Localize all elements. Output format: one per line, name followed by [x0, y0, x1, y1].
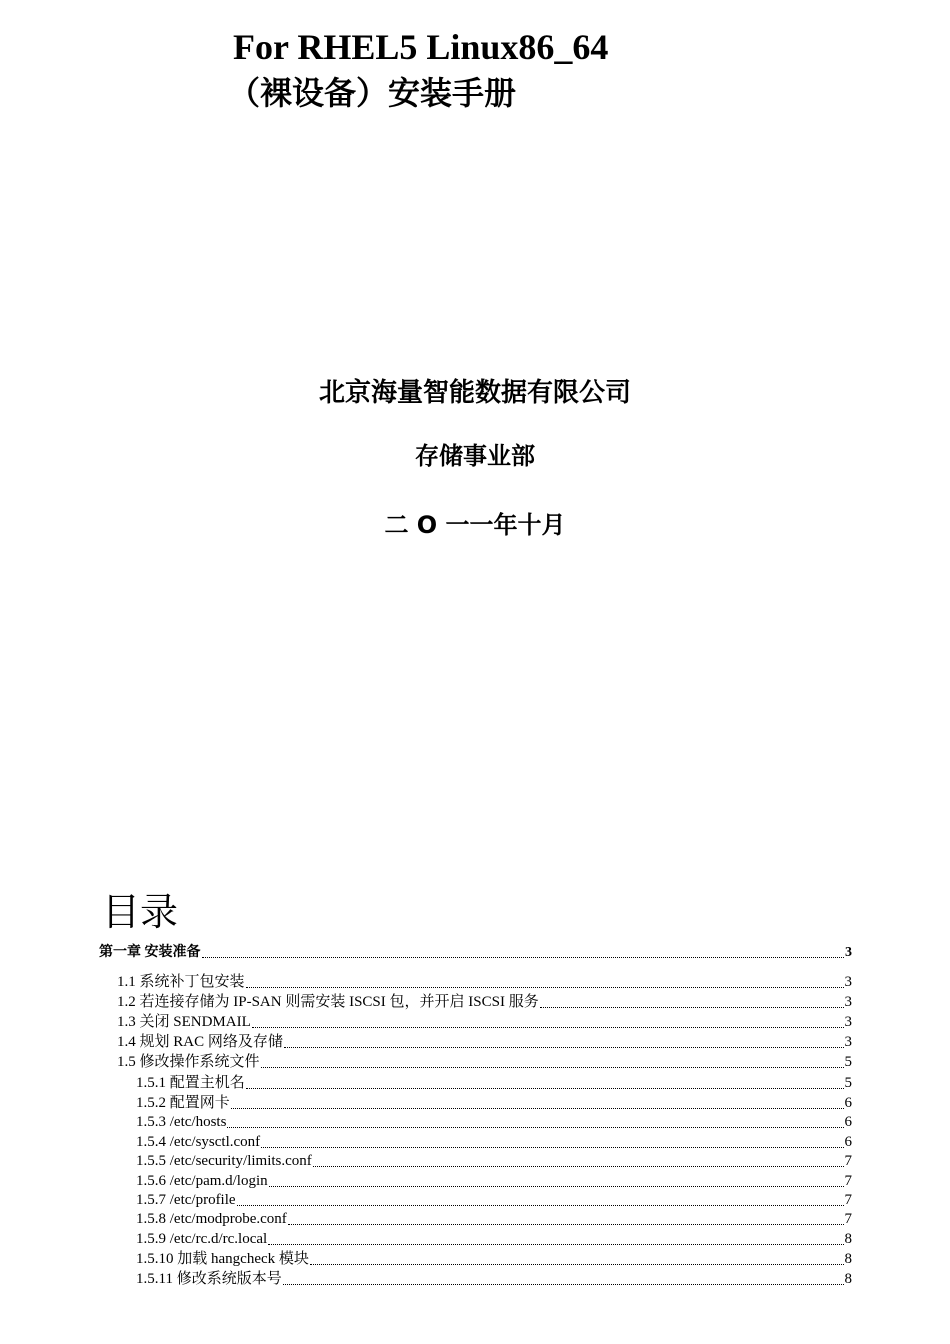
- toc-entry[interactable]: [136, 1113, 852, 1132]
- toc-page-number: 6: [844, 1095, 852, 1111]
- doc-title-line1: For RHEL5 Linux86_64: [233, 27, 609, 67]
- toc-heading: 目录: [102, 890, 179, 934]
- toc-entry-text: 第一章 安装准备: [99, 945, 201, 960]
- toc-page-number: 6: [844, 1114, 852, 1130]
- toc-entry[interactable]: [136, 1133, 852, 1152]
- toc-entry[interactable]: [117, 973, 852, 992]
- toc-dot-leader: [288, 1224, 844, 1225]
- toc-dot-leader: [310, 1264, 844, 1265]
- toc-page-number: 7: [844, 1211, 852, 1227]
- doc-title-line2: （裸设备）安装手册: [228, 74, 517, 112]
- publish-date: 二 O 一一年十月: [384, 511, 566, 539]
- toc-entry-text: 1.3 关闭 SENDMAIL: [117, 1014, 251, 1030]
- toc-entry-text: 1.5 修改操作系统文件: [117, 1054, 260, 1070]
- toc-entry[interactable]: [136, 1191, 852, 1210]
- toc-page-number: 8: [844, 1251, 852, 1267]
- toc-page-number: 3: [845, 945, 852, 960]
- toc-entry[interactable]: [117, 1053, 852, 1072]
- toc-dot-leader: [252, 1027, 844, 1028]
- toc-entry[interactable]: [117, 1033, 852, 1052]
- toc-page-number: 5: [844, 1054, 852, 1070]
- toc-page-number: 5: [844, 1075, 852, 1091]
- toc-page-number: 7: [844, 1173, 852, 1189]
- toc-dot-leader: [202, 957, 845, 958]
- toc-dot-leader: [283, 1284, 844, 1285]
- toc-entry[interactable]: [136, 1250, 852, 1269]
- toc-entry-text: 1.5.2 配置网卡: [136, 1095, 230, 1111]
- toc-entry[interactable]: [136, 1230, 852, 1249]
- toc-entry[interactable]: [99, 943, 852, 962]
- toc-dot-leader: [231, 1108, 844, 1109]
- toc-dot-leader: [261, 1067, 844, 1068]
- toc-entry-text: 1.4 规划 RAC 网络及存储: [117, 1034, 283, 1050]
- toc-page-number: 3: [844, 974, 852, 990]
- toc-entry-text: 1.1 系统补丁包安装: [117, 974, 245, 990]
- toc-dot-leader: [246, 987, 844, 988]
- toc-dot-leader: [261, 1147, 843, 1148]
- toc-entry-text: 1.5.10 加载 hangcheck 模块: [136, 1251, 309, 1267]
- toc-entry-text: 1.5.9 /etc/rc.d/rc.local: [136, 1231, 268, 1247]
- toc-entry-text: 1.5.3 /etc/hosts: [136, 1114, 227, 1130]
- toc-entry[interactable]: [117, 1013, 852, 1032]
- toc-entry-text: 1.2 若连接存储为 IP-SAN 则需安装 ISCSI 包，并开启 ISCSI 服务: [117, 994, 539, 1010]
- toc-page-number: 3: [844, 994, 852, 1010]
- toc-page-number: 7: [844, 1153, 852, 1169]
- toc-entry[interactable]: [136, 1270, 852, 1289]
- toc-entry-text: 1.5.4 /etc/sysctl.conf: [136, 1134, 261, 1150]
- toc-dot-leader: [227, 1127, 843, 1128]
- toc-dot-leader: [284, 1047, 844, 1048]
- toc-dot-leader: [246, 1088, 844, 1089]
- toc-entry-text: 1.5.1 配置主机名: [136, 1075, 245, 1091]
- toc-entry[interactable]: [136, 1210, 852, 1229]
- toc-page-number: 3: [844, 1014, 852, 1030]
- toc-dot-leader: [540, 1007, 844, 1008]
- toc-page-number: 6: [844, 1134, 852, 1150]
- toc-entry-text: 1.5.6 /etc/pam.d/login: [136, 1173, 268, 1189]
- toc-dot-leader: [237, 1205, 844, 1206]
- toc-entry-text: 1.5.7 /etc/profile: [136, 1192, 236, 1208]
- toc-entry[interactable]: [136, 1074, 852, 1093]
- toc-page-number: 8: [844, 1271, 852, 1287]
- toc-dot-leader: [313, 1166, 844, 1167]
- toc-page-number: 8: [844, 1231, 852, 1247]
- toc-entry-text: 1.5.11 修改系统版本号: [136, 1271, 282, 1287]
- toc-dot-leader: [269, 1186, 844, 1187]
- company-name: 北京海量智能数据有限公司: [318, 378, 631, 408]
- department-name: 存储事业部: [415, 442, 535, 470]
- toc-entry[interactable]: [117, 993, 852, 1012]
- toc-entry[interactable]: [136, 1172, 852, 1191]
- toc-entry-text: 1.5.8 /etc/modprobe.conf: [136, 1211, 287, 1227]
- toc-page-number: 7: [844, 1192, 852, 1208]
- toc-entry[interactable]: [136, 1094, 852, 1113]
- toc-entry[interactable]: [136, 1152, 852, 1171]
- toc-page-number: 3: [844, 1034, 852, 1050]
- toc-dot-leader: [268, 1244, 843, 1245]
- toc-entry-text: 1.5.5 /etc/security/limits.conf: [136, 1153, 312, 1169]
